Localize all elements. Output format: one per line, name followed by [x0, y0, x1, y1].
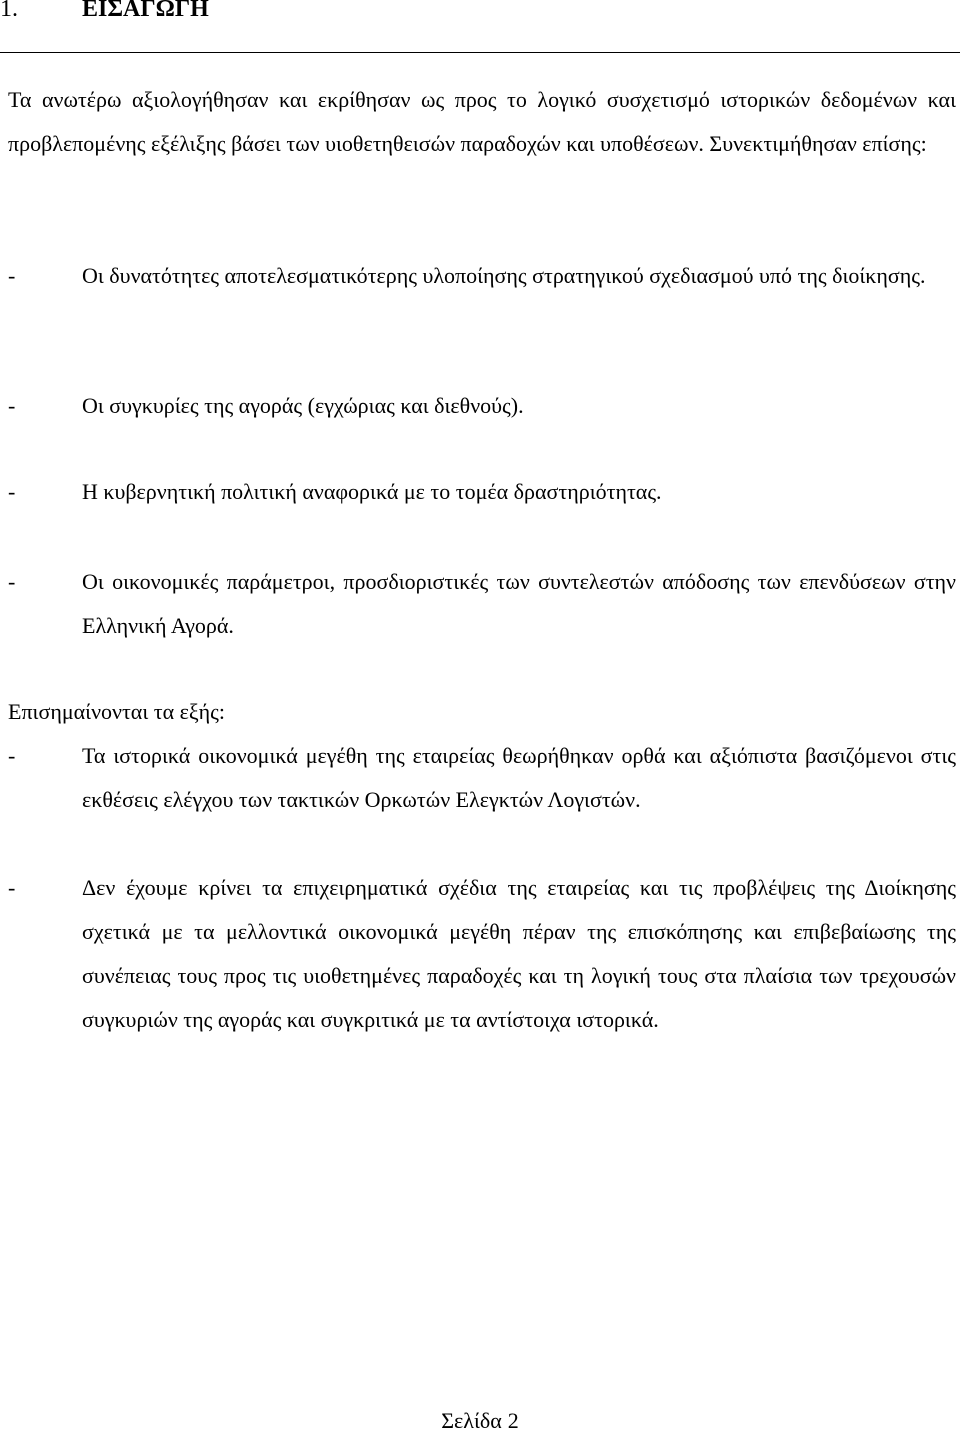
- page-label: Σελίδα: [441, 1408, 502, 1433]
- list-item-text: Δεν έχουμε κρίνει τα επιχειρηματικά σχέδια της εταιρείας και τις προβλέψεις της Διοίκησης σχετικά με τα μελλοντικά οικονομικά μεγέθη πέραν της επισκόπησης και επιβεβαίωσης της συνέπειας τους προς τις υιοθετημένες παραδοχές και τη λογική τους στα πλαίσια των τρεχουσών συγκυριών της αγοράς και συγκριτικά με τα αντίστοιχα ιστορικά.: [82, 875, 956, 1032]
- heading-rule: [0, 52, 960, 53]
- intro-paragraph: Τα ανωτέρω αξιολογήθησαν και εκρίθησαν ως προς το λογικό συσχετισμό ιστορικών δεδομένων και προβλεπομένης εξέλιξης βάσει των υιοθετηθεισών παραδοχών και υποθέσεων. Συνεκτιμήθησαν επίσης:: [8, 87, 956, 156]
- list-item-text: Η κυβερνητική πολιτική αναφορικά με το τομέα δραστηριότητας.: [82, 479, 662, 504]
- list-item-text: Οι οικονομικές παράμετροι, προσδιοριστικές των συντελεστών απόδοσης των επενδύσεων στην Ελληνική Αγορά.: [82, 569, 956, 638]
- list-item-text: Τα ιστορικά οικονομικά μεγέθη της εταιρείας θεωρήθηκαν ορθά και αξιόπιστα βασιζόμενοι στις εκθέσεις ελέγχου των τακτικών Ορκωτών Ελεγκτών Λογιστών.: [82, 743, 956, 812]
- section-number: 1.: [0, 0, 18, 22]
- bullet-dash: -: [8, 479, 16, 504]
- section-heading: [0, 0, 209, 24]
- page-footer: [0, 1406, 960, 1436]
- list-item-text: Οι δυνατότητες αποτελεσματικότερης υλοποίησης στρατηγικού σχεδιασμού υπό της διοίκησης.: [82, 263, 926, 288]
- bullet-dash: -: [8, 263, 16, 288]
- bullet-dash: -: [8, 875, 16, 900]
- bullet-dash: -: [8, 393, 16, 418]
- bullet-dash: -: [8, 743, 16, 768]
- bullet-dash: -: [8, 569, 16, 594]
- section-title: ΕΙΣΑΓΩΓΗ: [82, 0, 209, 22]
- list-item-text: Οι συγκυρίες της αγοράς (εγχώριας και διεθνούς).: [82, 393, 524, 418]
- notice-paragraph: Επισημαίνονται τα εξής:: [8, 699, 225, 724]
- page-number: 2: [507, 1408, 519, 1433]
